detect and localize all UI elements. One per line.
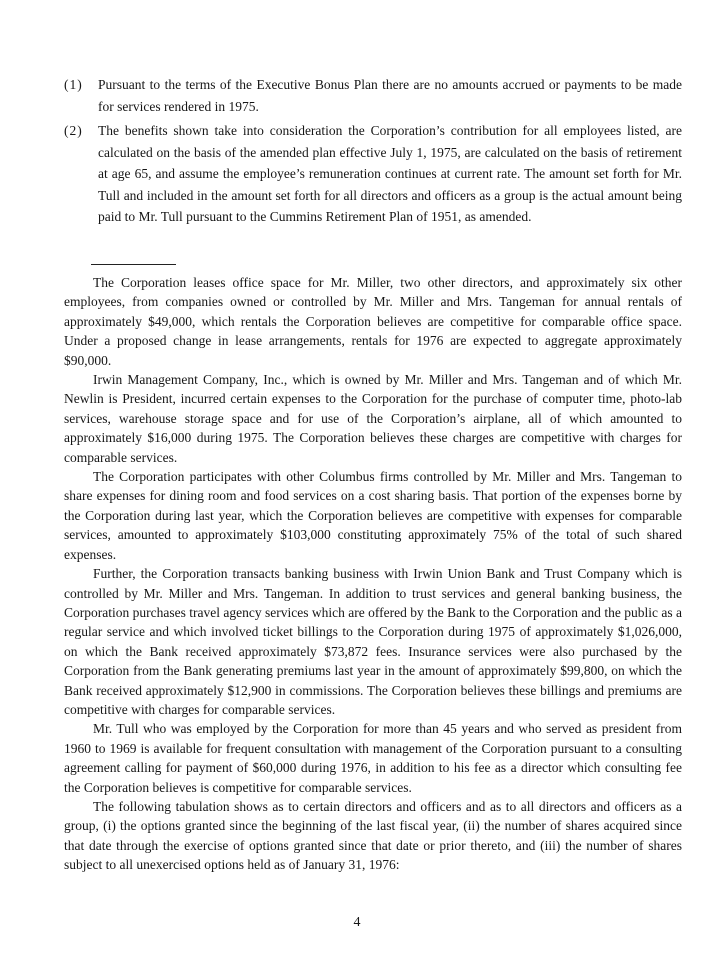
footnote-text: The benefits shown take into consideration the Corporation’s contribution for all employees listed, are calculated on the basis of the amended plan effective July 1, 1975, are calculated on the basis of retirement at age 65, and assume the employee’s remuneration continues at current rate. The amount set forth for Mr. Tull and included in the amount set forth for all directors and officers as a group is the actual amount being paid to Mr. Tull pursuant to the Cummins Retirement Plan of 1951, as amended. xyxy=(98,123,682,224)
footnote-marker: (2) xyxy=(64,123,83,138)
footnotes-section xyxy=(64,74,682,231)
footnote-2 xyxy=(64,120,682,228)
paragraph-consulting-agreement: Mr. Tull who was employed by the Corporation for more than 45 years and who served as president from 1960 to 1969 is available for frequent consultation with management of the Corporation pursuant to a consulting agreement calling for payment of $60,000 during 1976, in addition to his fee as a director which consulting fee the Corporation believes is competitive for comparable services. xyxy=(64,721,682,795)
paragraph-options-tabulation: The following tabulation shows as to certain directors and officers and as to all directors and officers as a group, (i) the options granted since the beginning of the last fiscal year, (ii) the number of shares acquired since that date through the exercise of options granted since that date or prior thereto, and (iii) the number of shares subject to all unexercised options held as of January 31, 1976: xyxy=(64,798,682,873)
paragraph-shared-expenses: The Corporation participates with other Columbus firms controlled by Mr. Miller and Mrs. Tangeman to share expenses for dining room and food services on a cost sharing basis. That portion of the expenses borne by the Corporation during last year, which the Corporation believes are competitive with expenses for comparable services, amounted to approximately $103,000 constituting approximately 75% of the total of such shared expenses. xyxy=(64,469,682,562)
footnote-text: Pursuant to the terms of the Executive Bonus Plan there are no amounts accrued or payments to be made for services rendered in 1975. xyxy=(98,77,682,114)
page-number: 4 xyxy=(353,915,361,930)
body-text xyxy=(64,273,682,875)
paragraph-irwin-management: Irwin Management Company, Inc., which is owned by Mr. Miller and Mrs. Tangeman and of which Mr. Newlin is President, incurred certain expenses to the Corporation for the purchase of computer time, photo-lab services, warehouse storage space and for use of the Corporation’s airplane, all of which amounted to approximately $16,000 during 1975. The Corporation believes these charges are competitive with charges for comparable services. xyxy=(64,372,682,465)
section-divider xyxy=(91,264,176,265)
paragraph-banking-business: Further, the Corporation transacts banking business with Irwin Union Bank and Trust Company which is controlled by Mr. Miller and Mrs. Tangeman. In addition to trust services and general banking business, the Corporation purchases travel agency services which are offered by the Bank to the Corporation and the public as a regular service and which involved ticket billings to the Corporation during 1975 of approximately $1,026,000, on which the Bank received approximately $73,872 fees. Insurance services were also purchased by the Corporation from the Bank generating premiums last year in the amount of approximately $99,800, on which the Bank received approximately $12,900 in commissions. The Corporation believes these billings and premiums are competitive with charges for comparable services. xyxy=(64,566,682,717)
footnote-1 xyxy=(64,74,682,117)
footnote-marker: (1) xyxy=(64,77,83,92)
paragraph-office-leases: The Corporation leases office space for Mr. Miller, two other directors, and approximately six other employees, from companies owned or controlled by Mr. Miller and Mrs. Tangeman for annual rentals of approximately $49,000, which rentals the Corporation believes are competitive for comparable office space. Under a proposed change in lease arrangements, rentals for 1976 are expected to aggregate approximately $90,000. xyxy=(64,275,682,368)
